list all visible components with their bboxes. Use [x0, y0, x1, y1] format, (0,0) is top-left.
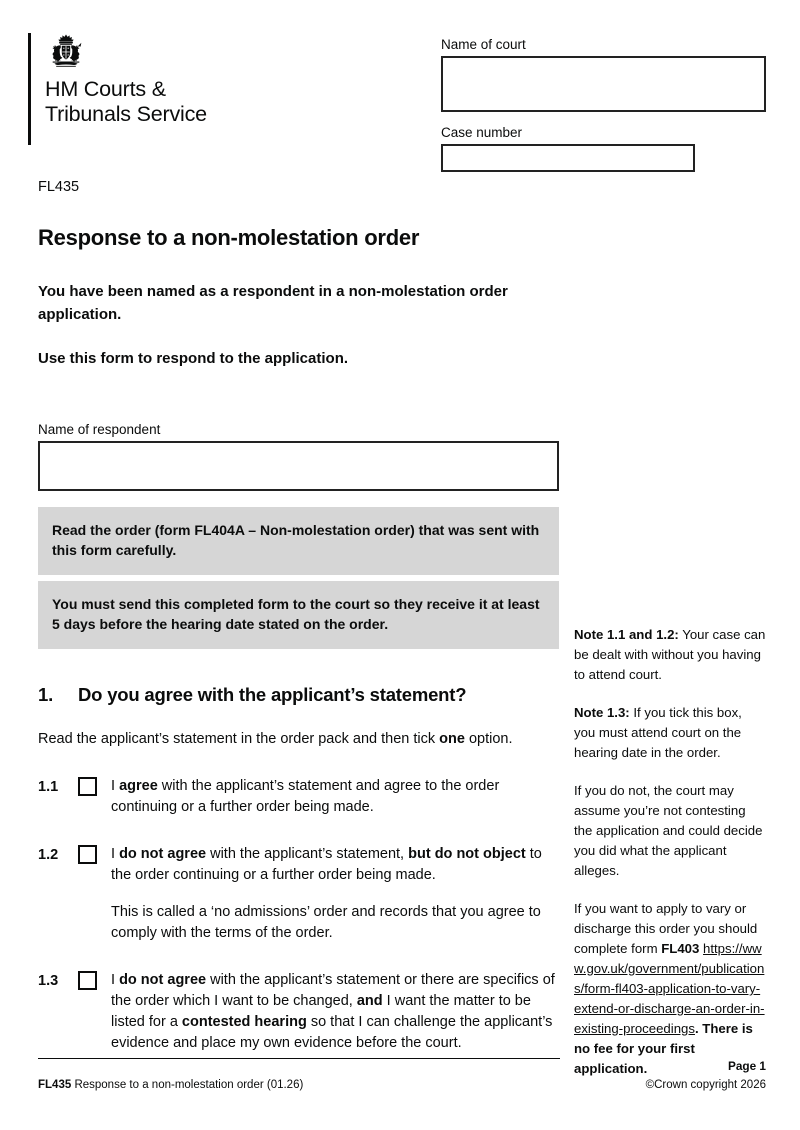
guidance-notes-column: [574, 625, 766, 1079]
option-1-3[interactable]: [38, 970, 560, 1054]
option-1-2-emph-a: do not agree: [119, 845, 207, 862]
option-1-3-checkbox[interactable]: [78, 971, 97, 990]
note-attendance-warning: If you do not, the court may assume you’re not contesting the application and could decide you did what the applicant alleges.: [574, 783, 763, 878]
note-1-3: [574, 703, 766, 763]
intro-paragraph-1: You have been named as a respondent in a non-molestation order application.: [38, 283, 508, 323]
option-1-2-seg-b: with the applicant’s statement,: [206, 845, 409, 862]
option-1-1-checkbox-cell[interactable]: [78, 776, 111, 796]
question-1-instruction: [38, 729, 560, 750]
fl403-form-link[interactable]: https://www.gov.uk/government/publications/form-fl403-application-to-vary-extend-or-discharge-an-order-in-existing-proceedings: [574, 941, 765, 1036]
case-number-field: [441, 124, 766, 172]
option-1-3-emph-c: contested hearing: [181, 1013, 307, 1030]
option-1-2-number: 1.2: [38, 846, 59, 863]
respondent-name-input[interactable]: [38, 441, 559, 491]
case-number-input[interactable]: [441, 144, 695, 172]
footer-page-number: Page 1: [727, 1059, 766, 1073]
question-1-section: [38, 683, 560, 1054]
note-1-1-and-1-2: [574, 625, 766, 685]
option-1-2-checkbox[interactable]: [78, 845, 97, 864]
hmcts-logo-line-2: Tribunals Service: [45, 102, 207, 126]
question-1-number: 1.: [38, 683, 54, 705]
footer-copyright: ©Crown copyright 2026: [645, 1079, 766, 1091]
hmcts-logo: [28, 33, 298, 145]
option-1-1-text: [111, 776, 560, 818]
option-1-3-checkbox-cell[interactable]: [78, 970, 111, 990]
main-content: [38, 178, 560, 1080]
notice-box-send-form: You must send this completed form to the court so they receive it at least 5 days before the hearing date stated on the order.: [38, 581, 559, 649]
option-1-2-checkbox-cell[interactable]: [78, 844, 111, 864]
hmcts-logo-text: [45, 77, 298, 127]
option-1-3-emph-a: do not agree: [119, 971, 207, 988]
instruction-part-1: Read the applicant’s statement in the order pack and then tick: [38, 730, 440, 747]
option-1-1[interactable]: [38, 776, 560, 818]
option-1-3-body: [111, 970, 560, 1054]
note-vary-pre-text: If you want to apply to vary or discharge this order you should complete form: [574, 901, 758, 956]
note-form-fl403-reference: FL403: [661, 941, 700, 956]
hmcts-logo-line-1: HM Courts &: [45, 77, 166, 101]
option-1-2-seg-a: I: [111, 845, 120, 862]
instruction-part-2: option.: [464, 730, 513, 747]
option-1-2[interactable]: [38, 844, 560, 944]
option-1-1-emph-a: agree: [119, 777, 158, 794]
respondent-name-label: Name of respondent: [38, 421, 161, 437]
option-1-2-seg-c: to the order continuing or a further order being made.: [111, 845, 542, 883]
option-1-1-checkbox[interactable]: [78, 777, 97, 796]
instruction-emphasis: one: [439, 730, 465, 747]
notice-box-read-order: Read the order (form FL404A – Non-molestation order) that was sent with this form carefully.: [38, 507, 559, 575]
option-1-3-seg-c: I want the matter to be listed for a: [111, 992, 531, 1030]
option-1-2-body: [111, 844, 560, 944]
footer-form-code: FL435: [38, 1079, 72, 1091]
option-1-3-number: 1.3: [38, 972, 59, 989]
note-1-3-text: If you tick this box, you must attend court on the hearing date in the order.: [574, 705, 742, 760]
page-title: Response to a non-molestation order: [38, 225, 420, 250]
option-1-2-subtext: This is called a ‘no admissions’ order and records that you agree to comply with the terms of the order.: [111, 903, 541, 941]
note-1-3-label: Note 1.3:: [574, 705, 630, 720]
form-code: FL435: [38, 179, 80, 195]
option-1-3-emph-b: and: [356, 992, 383, 1009]
option-1-3-text: [111, 970, 560, 1054]
option-1-1-seg-a: I: [111, 777, 120, 794]
question-1-heading: [38, 683, 560, 707]
footer-form-reference: [38, 1078, 303, 1092]
footer-divider: [38, 1058, 560, 1059]
option-1-1-number: 1.1: [38, 778, 59, 795]
option-1-3-seg-d: so that I can challenge the applicant’s evidence and place my own evidence before the court.: [111, 1013, 553, 1051]
page-footer: [0, 1058, 800, 1118]
note-no-fee-text: . There is no fee for your first application.: [574, 1021, 753, 1076]
option-1-1-seg-b: with the applicant’s statement and agree to the order continuing or a further order being made.: [111, 777, 500, 815]
option-1-3-seg-a: I: [111, 971, 120, 988]
court-name-field: [441, 36, 766, 112]
option-1-1-body: [111, 776, 560, 818]
option-1-3-seg-b: with the applicant’s statement or there are specifics of the order which I want to be changed,: [111, 971, 555, 1009]
option-1-2-text: [111, 844, 560, 886]
note-vary-or-discharge: [574, 899, 766, 1079]
court-name-input[interactable]: [441, 56, 766, 112]
footer-form-description: Response to a non-molestation order (01.26): [71, 1079, 304, 1091]
royal-coat-of-arms-icon: [45, 33, 87, 71]
respondent-name-field: [38, 421, 560, 491]
note-1-1-and-1-2-label: Note 1.1 and 1.2:: [574, 627, 679, 642]
question-1-text: Do you agree with the applicant’s statement?: [78, 683, 467, 705]
option-1-2-emph-b: but do not object: [408, 845, 526, 862]
page-header: [0, 0, 800, 185]
case-number-label: Case number: [441, 125, 523, 140]
court-name-label: Name of court: [441, 37, 526, 52]
intro-paragraph-2: Use this form to respond to the application.: [38, 350, 349, 367]
note-1-1-and-1-2-text: Your case can be dealt with without you having to attend court.: [574, 627, 766, 682]
